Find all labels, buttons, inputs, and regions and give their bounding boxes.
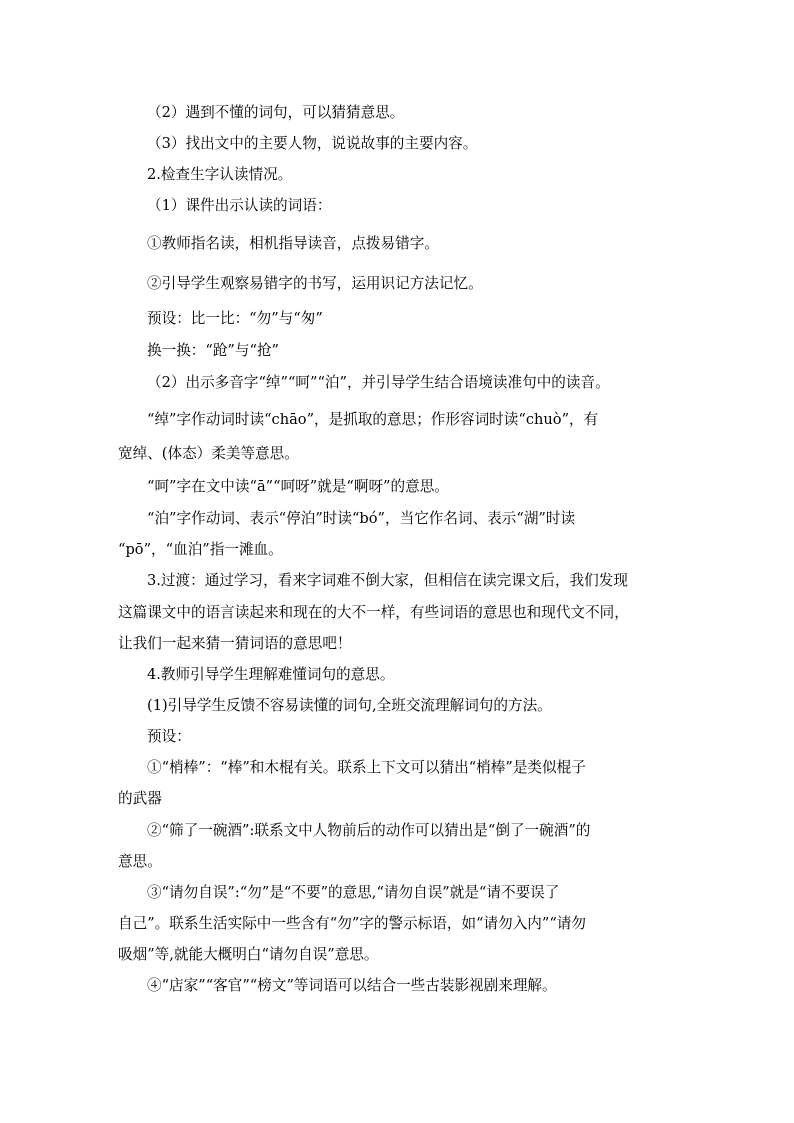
- text-line-21: ①“梢棒”：“棒”和木棍有关。联系上下文可以猜出“梢棒”是类似棍子: [147, 759, 586, 776]
- text-line-18: 4.教师引导学生理解难懂词句的意思。: [147, 666, 395, 683]
- text-line-23: ②“筛了一碗酒”:联系文中人物前后的动作可以猜出是“倒了一碗酒”的: [147, 822, 591, 839]
- text-line-10: “绰”字作动词时读“chāo”，是抓取的意思；作形容词时读“chuò”，有: [147, 411, 599, 428]
- text-line-25: ③“请勿自误”:“勿”是“不要”的意思,“请勿自误”就是“请不要误了: [147, 884, 560, 901]
- text-line-27: 吸烟”等,就能大概明白“请勿自误”意思。: [118, 946, 379, 963]
- text-line-9: （2）出示多音字“绰”“呵”“泊”，并引导学生结合语境读准句中的读音。: [147, 374, 610, 391]
- text-line-4: （1）课件出示认读的词语：: [147, 197, 332, 214]
- text-line-28: ④“店家”“客官”“榜文”等词语可以结合一些古装影视剧来理解。: [147, 977, 557, 994]
- text-line-1: （2）遇到不懂的词句，可以猜猜意思。: [147, 104, 405, 121]
- text-line-26: 自己”。联系生活实际中一些含有“勿”字的警示标语，如“请勿入内”“请勿: [118, 915, 586, 932]
- text-line-12: “呵”字在文中读“ā”“呵呀”就是“啊呀”的意思。: [147, 478, 449, 495]
- text-line-5: ①教师指名读，相机指导读音，点拨易错字。: [147, 235, 439, 252]
- text-line-8: 换一换：“跄”与“抢”: [147, 342, 279, 359]
- text-line-3: 2.检查生字认读情况。: [147, 166, 293, 183]
- text-line-16: 这篇课文中的语言读起来和现在的大不一样，有些词语的意思也和现代文不同，: [118, 604, 629, 621]
- text-line-19: (1)引导学生反馈不容易读懂的词句,全班交流理解词句的方法。: [147, 697, 552, 714]
- text-line-6: ②引导学生观察易错字的书写，运用识记方法记忆。: [147, 275, 483, 292]
- text-line-17: 让我们一起来猜一猜词语的意思吧！: [118, 635, 352, 652]
- text-line-22: 的武器: [118, 790, 162, 807]
- text-line-11: 宽绰、(体态）柔美等意思。: [118, 445, 299, 462]
- text-line-20: 预设：: [147, 728, 191, 745]
- text-line-2: （3）找出文中的主要人物，说说故事的主要内容。: [147, 135, 478, 152]
- text-line-15: 3.过渡：通过学习，看来字词难不倒大家，但相信在读完课文后，我们发现: [147, 572, 628, 589]
- text-line-13: “泊”字作动词、表示“停泊”时读“bó”，当它作名词、表示“湖”时读: [147, 510, 576, 527]
- text-line-14: “pō”，“血泊”指一滩血。: [118, 541, 283, 558]
- text-line-7: 预设：比一比：“勿”与“匆”: [147, 310, 323, 327]
- text-line-24: 意思。: [118, 853, 162, 870]
